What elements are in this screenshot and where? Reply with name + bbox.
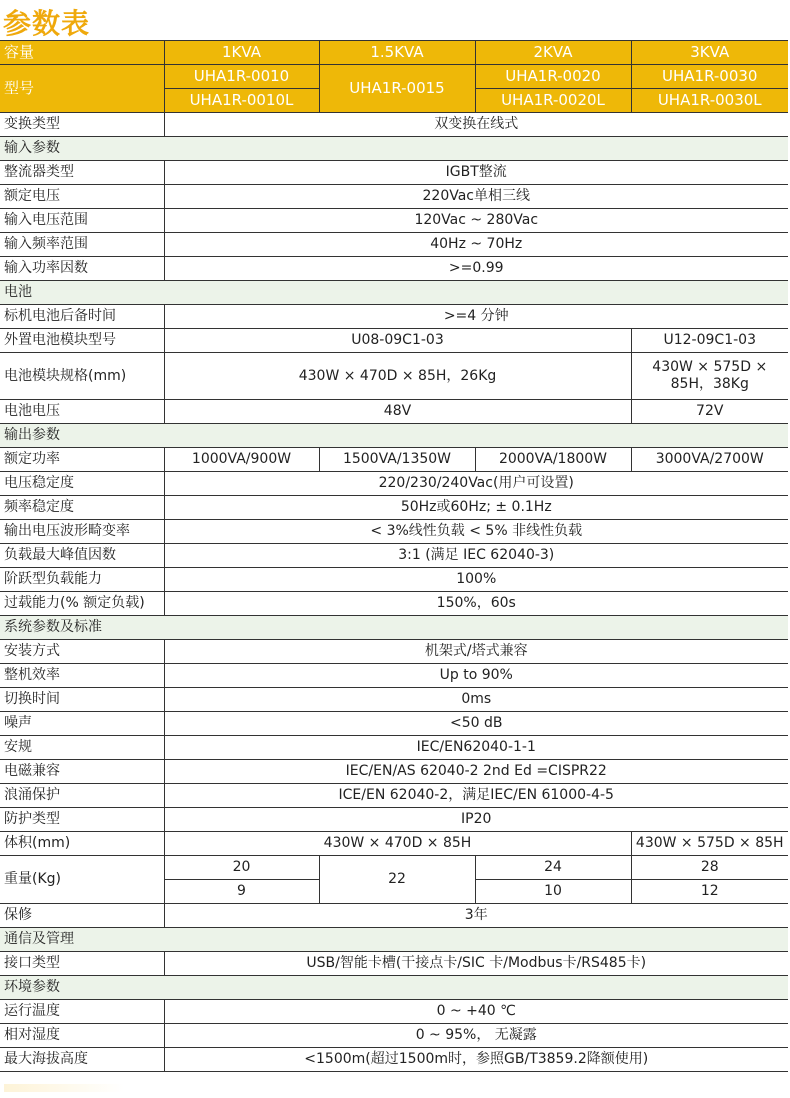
spec-row — [0, 472, 788, 496]
spec-row — [0, 329, 788, 353]
section-title: 通信及管理 — [0, 928, 788, 952]
spec-label: 电池电压 — [0, 400, 164, 424]
section-title: 系统参数及标准 — [0, 616, 788, 640]
spec-value: 430W × 470D × 85H，26Kg — [164, 353, 631, 400]
spec-row — [0, 185, 788, 209]
spec-row — [0, 233, 788, 257]
spec-label: 运行温度 — [0, 1000, 164, 1024]
spec-value: 50Hz或60Hz; ± 0.1Hz — [164, 496, 788, 520]
spec-value: IGBT整流 — [164, 161, 788, 185]
model-cell: UHA1R-0030 — [631, 65, 788, 89]
model-row — [0, 65, 788, 89]
spec-value: Up to 90% — [164, 664, 788, 688]
spec-label: 防护类型 — [0, 808, 164, 832]
capacity-cell: 1KVA — [164, 41, 319, 65]
footer-fade — [4, 1084, 124, 1092]
capacity-cell: 1.5KVA — [319, 41, 475, 65]
spec-value: 1000VA/900W — [164, 448, 319, 472]
model-cell: UHA1R-0030L — [631, 89, 788, 113]
spec-value: 3000VA/2700W — [631, 448, 788, 472]
spec-value: IP20 — [164, 808, 788, 832]
spec-value: 40Hz ~ 70Hz — [164, 233, 788, 257]
spec-row — [0, 448, 788, 472]
spec-value: 0 ~ +40 ℃ — [164, 1000, 788, 1024]
spec-row — [0, 161, 788, 185]
spec-row — [0, 1000, 788, 1024]
section-title: 环境参数 — [0, 976, 788, 1000]
spec-label: 标机电池后备时间 — [0, 305, 164, 329]
section-header — [0, 137, 788, 161]
spec-value: 100% — [164, 568, 788, 592]
spec-value: 0 ~ 95%， 无凝露 — [164, 1024, 788, 1048]
spec-row — [0, 305, 788, 329]
spec-value: < 3%线性负载 < 5% 非线性负载 — [164, 520, 788, 544]
section-header — [0, 424, 788, 448]
spec-row — [0, 257, 788, 281]
spec-value: <50 dB — [164, 712, 788, 736]
spec-row — [0, 784, 788, 808]
spec-value: <1500m(超过1500m时，参照GB/T3859.2降额使用) — [164, 1048, 788, 1072]
spec-label: 输出电压波形畸变率 — [0, 520, 164, 544]
spec-value: U12-09C1-03 — [631, 329, 788, 353]
spec-row — [0, 952, 788, 976]
page-title: 参数表 — [3, 7, 91, 40]
spec-row — [0, 496, 788, 520]
model-cell: UHA1R-0020 — [475, 65, 631, 89]
spec-value: >=0.99 — [164, 257, 788, 281]
spec-row — [0, 209, 788, 233]
spec-row — [0, 760, 788, 784]
spec-value: 120Vac ~ 280Vac — [164, 209, 788, 233]
spec-row — [0, 640, 788, 664]
spec-label: 电磁兼容 — [0, 760, 164, 784]
spec-label: 负载最大峰值因数 — [0, 544, 164, 568]
spec-value: 430W × 470D × 85H — [164, 832, 631, 856]
spec-value: IEC/EN/AS 62040-2 2nd Ed =CISPR22 — [164, 760, 788, 784]
spec-label: 外置电池模块型号 — [0, 329, 164, 353]
spec-label: 浪涌保护 — [0, 784, 164, 808]
spec-value: ICE/EN 62040-2，满足IEC/EN 61000-4-5 — [164, 784, 788, 808]
spec-value: 0ms — [164, 688, 788, 712]
spec-label: 额定功率 — [0, 448, 164, 472]
spec-value: 430W × 575D × 85H，38Kg — [631, 353, 788, 400]
capacity-label: 容量 — [0, 41, 164, 65]
spec-value: IEC/EN62040-1-1 — [164, 736, 788, 760]
spec-label: 重量(Kg) — [0, 856, 164, 904]
spec-value: >=4 分钟 — [164, 305, 788, 329]
spec-value: 2000VA/1800W — [475, 448, 631, 472]
spec-label: 电压稳定度 — [0, 472, 164, 496]
spec-label: 过载能力(% 额定负载) — [0, 592, 164, 616]
spec-label: 安装方式 — [0, 640, 164, 664]
spec-value: 10 — [475, 880, 631, 904]
spec-value: 150%，60s — [164, 592, 788, 616]
spec-value: 220/230/240Vac(用户可设置) — [164, 472, 788, 496]
spec-label: 保修 — [0, 904, 164, 928]
capacity-cell: 3KVA — [631, 41, 788, 65]
spec-label: 额定电压 — [0, 185, 164, 209]
spec-value: 20 — [164, 856, 319, 880]
spec-value: 22 — [319, 856, 475, 904]
spec-label: 变换类型 — [0, 113, 164, 137]
spec-label: 输入频率范围 — [0, 233, 164, 257]
capacity-cell: 2KVA — [475, 41, 631, 65]
section-title: 输出参数 — [0, 424, 788, 448]
spec-value: 3:1 (满足 IEC 62040-3) — [164, 544, 788, 568]
spec-value: 28 — [631, 856, 788, 880]
section-header — [0, 616, 788, 640]
spec-row — [0, 568, 788, 592]
spec-label: 安规 — [0, 736, 164, 760]
spec-label: 输入功率因数 — [0, 257, 164, 281]
spec-row — [0, 1048, 788, 1072]
spec-value: 机架式/塔式兼容 — [164, 640, 788, 664]
spec-row — [0, 808, 788, 832]
spec-value: 12 — [631, 880, 788, 904]
section-header — [0, 281, 788, 305]
spec-value: 48V — [164, 400, 631, 424]
spec-label: 阶跃型负载能力 — [0, 568, 164, 592]
spec-row — [0, 520, 788, 544]
spec-value: 1500VA/1350W — [319, 448, 475, 472]
spec-value: 9 — [164, 880, 319, 904]
spec-row — [0, 832, 788, 856]
section-title: 电池 — [0, 281, 788, 305]
spec-label: 输入电压范围 — [0, 209, 164, 233]
model-label: 型号 — [0, 65, 164, 113]
spec-label: 频率稳定度 — [0, 496, 164, 520]
spec-value: 双变换在线式 — [164, 113, 788, 137]
spec-value: U08-09C1-03 — [164, 329, 631, 353]
model-cell: UHA1R-0015 — [319, 65, 475, 113]
spec-label: 切换时间 — [0, 688, 164, 712]
spec-label: 体积(mm) — [0, 832, 164, 856]
spec-label: 相对湿度 — [0, 1024, 164, 1048]
model-cell: UHA1R-0020L — [475, 89, 631, 113]
spec-row — [0, 712, 788, 736]
spec-row — [0, 113, 788, 137]
spec-label: 噪声 — [0, 712, 164, 736]
capacity-row — [0, 41, 788, 65]
spec-row — [0, 664, 788, 688]
spec-row — [0, 544, 788, 568]
spec-row — [0, 1024, 788, 1048]
spec-label: 最大海拔高度 — [0, 1048, 164, 1072]
section-header — [0, 976, 788, 1000]
spec-value: 24 — [475, 856, 631, 880]
spec-value: 430W × 575D × 85H — [631, 832, 788, 856]
spec-row — [0, 904, 788, 928]
spec-row — [0, 736, 788, 760]
spec-label: 电池模块规格(mm) — [0, 353, 164, 400]
spec-row — [0, 856, 788, 880]
spec-row — [0, 353, 788, 400]
spec-value: 72V — [631, 400, 788, 424]
spec-value: 220Vac单相三线 — [164, 185, 788, 209]
spec-row — [0, 592, 788, 616]
spec-value: USB/智能卡槽(干接点卡/SIC 卡/Modbus卡/RS485卡) — [164, 952, 788, 976]
model-cell: UHA1R-0010 — [164, 65, 319, 89]
parameter-table — [0, 40, 788, 1072]
spec-label: 整机效率 — [0, 664, 164, 688]
section-header — [0, 928, 788, 952]
section-title: 输入参数 — [0, 137, 788, 161]
spec-label: 接口类型 — [0, 952, 164, 976]
model-cell: UHA1R-0010L — [164, 89, 319, 113]
spec-label: 整流器类型 — [0, 161, 164, 185]
spec-row — [0, 400, 788, 424]
spec-value: 3年 — [164, 904, 788, 928]
spec-row — [0, 688, 788, 712]
